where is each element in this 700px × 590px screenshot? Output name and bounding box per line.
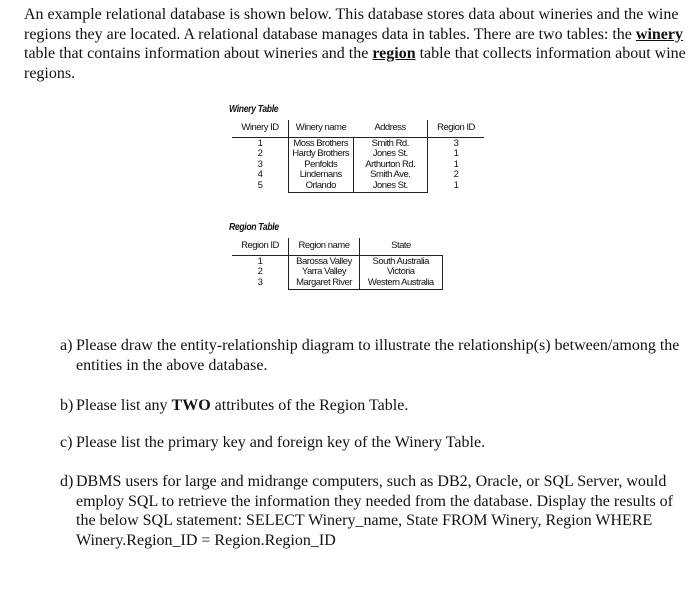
winery-table: [232, 120, 484, 193]
question-a: [60, 336, 688, 375]
region-name-cell: Yarra Valley: [301, 266, 347, 277]
winery-table-title: Winery Table: [229, 103, 279, 115]
question-b-text-post: attributes of the Region Table.: [210, 397, 409, 414]
winery-name-cell: Orlando: [305, 179, 336, 191]
region-state-cell: Western Australia: [367, 276, 434, 288]
question-a-label: a): [60, 337, 73, 354]
question-d: [60, 472, 688, 550]
winery-region-id-cell: 1: [453, 179, 459, 191]
question-c-text: Please list the primary key and foreign key of the Winery Table.: [76, 434, 486, 451]
region-id-cell: 1: [257, 255, 263, 267]
winery-address-cell: Smith Ave.: [370, 169, 411, 180]
intro-region-word: region: [372, 45, 416, 62]
winery-region-id-cell: 2: [453, 169, 459, 180]
question-d-text: DBMS users for large and midrange computers, such as DB2, Oracle, or SQL Server, would employ SQL to retrieve the information they needed from the database. Display the results of the below SQL statement: SELECT Winery_name, State FROM Winery, Region WHERE Winery.Region_ID = Region.Region_ID: [76, 473, 674, 549]
region-name-cell: Barossa Valley: [296, 255, 352, 267]
region-state-column: [360, 255, 443, 290]
winery-region-id-cell: 1: [453, 148, 459, 159]
winery-address-cell: Jones St.: [372, 179, 408, 191]
question-a-text: Please draw the entity-relationship diagram to illustrate the relationship(s) between/among the entities in the above database.: [76, 337, 680, 374]
winery-name-cell: Moss Brothers: [293, 137, 349, 149]
question-b-bold: TWO: [171, 397, 211, 414]
question-b-text-pre: Please list any: [76, 397, 172, 414]
winery-id-cell: 2: [257, 148, 263, 159]
intro-text-3: table that collects information about wine regions.: [24, 45, 686, 82]
question-b: [60, 396, 688, 416]
winery-address-cell: Smith Rd.: [371, 137, 409, 149]
winery-header-name: Winery name: [289, 120, 354, 137]
region-table: [232, 238, 443, 290]
winery-name-cell: Penfolds: [304, 158, 338, 170]
winery-id-cell: 1: [257, 137, 263, 149]
region-name-column: [289, 255, 360, 290]
winery-name-cell: Lindemans: [299, 169, 342, 180]
winery-region-id-cell: 3: [453, 137, 459, 149]
region-id-cell: 3: [257, 276, 263, 288]
region-id-cell: 2: [257, 266, 263, 277]
winery-header-region-id: Region ID: [428, 120, 485, 137]
question-c-label: c): [60, 434, 73, 451]
winery-region-id-cell: 1: [453, 158, 459, 170]
intro-winery-word: winery: [635, 25, 684, 43]
question-c: [60, 433, 688, 453]
region-header-state: State: [360, 238, 443, 255]
winery-region-id-column: [428, 137, 485, 193]
winery-header-address: Address: [353, 120, 428, 137]
question-b-label: b): [60, 397, 74, 414]
question-d-label: d): [60, 473, 74, 490]
intro-text-1: An example relational database is shown below. This database stores data about wineries and the wine regions they are located. A relational database manages data in tables. There are two tables: the: [24, 6, 679, 43]
winery-address-column: [353, 137, 428, 193]
winery-address-cell: Arthurton Rd.: [365, 158, 416, 170]
region-table-title: Region Table: [229, 221, 279, 233]
winery-address-cell: Jones St.: [372, 148, 408, 159]
winery-id-cell: 4: [257, 169, 263, 180]
region-state-cell: South Australia: [372, 255, 429, 267]
region-header-id: Region ID: [232, 238, 289, 255]
region-id-column: [232, 255, 289, 290]
winery-id-column: [232, 137, 289, 193]
intro-text-2: table that contains information about wineries and the: [24, 45, 373, 62]
region-name-cell: Margaret River: [296, 276, 352, 288]
region-state-cell: Victoria: [386, 266, 415, 277]
region-header-name: Region name: [289, 238, 360, 255]
winery-name-cell: Hardy Brothers: [292, 148, 350, 159]
intro-paragraph: [24, 5, 692, 83]
winery-name-column: [289, 137, 354, 193]
winery-id-cell: 5: [257, 179, 263, 191]
winery-header-id: Winery ID: [232, 120, 289, 137]
winery-id-cell: 3: [257, 158, 263, 170]
